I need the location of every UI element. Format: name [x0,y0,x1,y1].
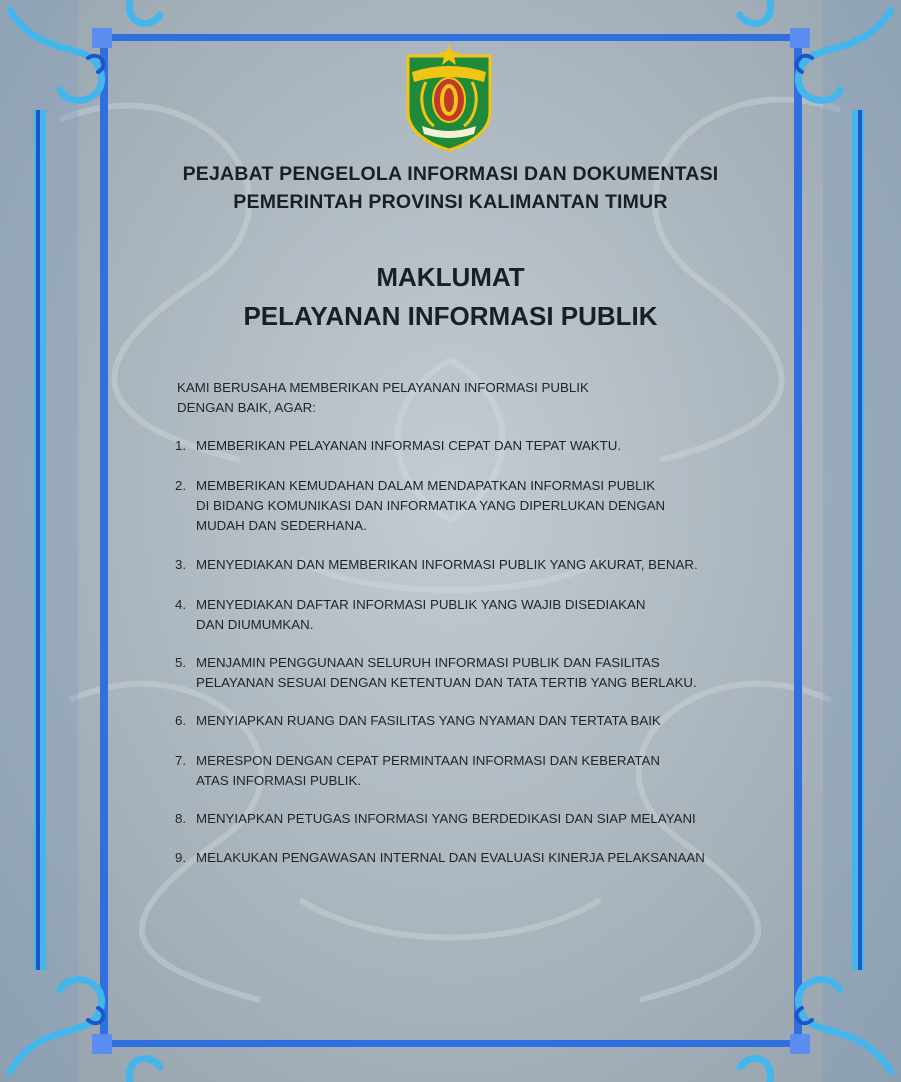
list-item-text: MEMBERIKAN KEMUDAHAN DALAM MENDAPATKAN INFORMASI PUBLIK [196,478,656,493]
list-item-text: MUDAH DAN SEDERHANA. [196,518,367,533]
list-item-5 [175,653,795,693]
list-item-9 [175,848,795,868]
list-item-text: MENYIAPKAN RUANG DAN FASILITAS YANG NYAMAN DAN TERTATA BAIK [196,713,661,728]
intro-line-1: KAMI BERUSAHA MEMBERIKAN PELAYANAN INFORMASI PUBLIK [177,380,589,395]
list-item-number: 9. [175,850,187,865]
list-item-2 [175,476,795,536]
list-item-number: 2. [175,478,187,493]
list-item-text: ATAS INFORMASI PUBLIK. [196,773,362,788]
header-line-1: PEJABAT PENGELOLA INFORMASI DAN DOKUMENTASI [182,163,719,185]
list-item-text: MENYEDIAKAN DAFTAR INFORMASI PUBLIK YANG WAJIB DISEDIAKAN [196,597,646,612]
list-item-4 [175,595,795,635]
list-item-7 [175,751,795,791]
intro-line-2: DENGAN BAIK, AGAR: [177,400,316,415]
title-line-1: MAKLUMAT [376,262,525,292]
list-item-number: 6. [175,713,187,728]
list-item-1 [175,436,795,456]
list-item-number: 4. [175,597,187,612]
list-item-6 [175,711,795,731]
kaltim-provincial-emblem-icon [404,42,494,152]
list-item-number: 8. [175,811,187,826]
list-item-text: MEMBERIKAN PELAYANAN INFORMASI CEPAT DAN TEPAT WAKTU. [196,438,622,453]
list-item-number: 3. [175,557,187,572]
list-item-text: DAN DIUMUMKAN. [196,617,314,632]
title-line-2: PELAYANAN INFORMASI PUBLIK [243,301,658,331]
list-item-number: 5. [175,655,187,670]
intro-paragraph [177,378,777,418]
list-item-number: 7. [175,753,187,768]
list-item-text: PELAYANAN SESUAI DENGAN KETENTUAN DAN TATA TERTIB YANG BERLAKU. [196,675,697,690]
list-item-3 [175,555,795,575]
list-item-number: 1. [175,438,187,453]
list-item-text: DI BIDANG KOMUNIKASI DAN INFORMATIKA YANG DIPERLUKAN DENGAN [196,498,666,513]
list-item-text: MENYEDIAKAN DAN MEMBERIKAN INFORMASI PUBLIK YANG AKURAT, BENAR. [196,557,698,572]
list-item-8 [175,809,795,829]
list-item-text: MENYIAPKAN PETUGAS INFORMASI YANG BERDEDIKASI DAN SIAP MELAYANI [196,811,696,826]
header-line-2: PEMERINTAH PROVINSI KALIMANTAN TIMUR [233,191,668,213]
list-item-text: MERESPON DENGAN CEPAT PERMINTAAN INFORMASI DAN KEBERATAN [196,753,660,768]
list-item-text: MELAKUKAN PENGAWASAN INTERNAL DAN EVALUASI KINERJA PELAKSANAAN [196,850,705,865]
list-item-text: MENJAMIN PENGGUNAAN SELURUH INFORMASI PUBLIK DAN FASILITAS [196,655,660,670]
